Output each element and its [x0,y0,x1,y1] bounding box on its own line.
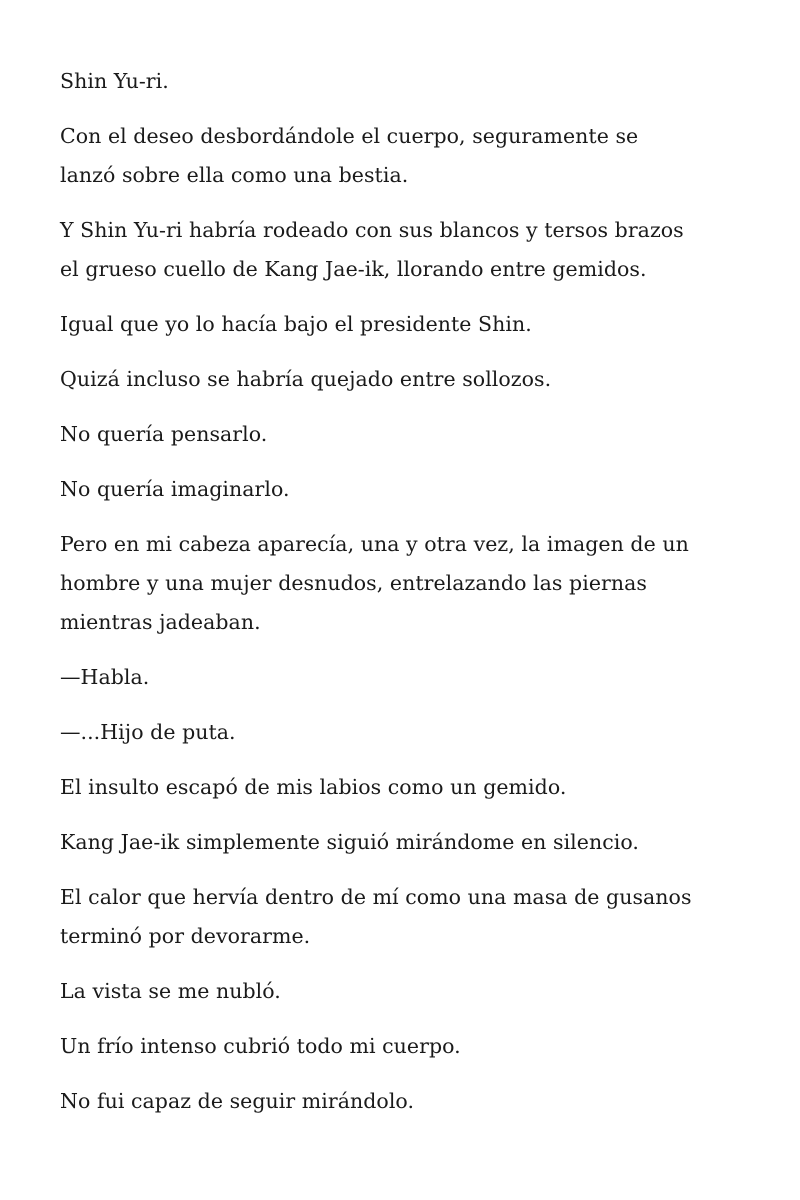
paragraph: Kang Jae-ik simplemente siguió mirándome en silencio. [60,830,639,854]
paragraph: Pero en mi cabeza aparecía, una y otra vez, la imagen de un hombre y una mujer desnudos, entrelazando las piernas mientras jadeaban. [60,532,689,634]
dialogue-line: —Habla. [60,665,150,689]
paragraph: No fui capaz de seguir mirándolo. [60,1089,415,1113]
paragraph: Un frío intenso cubrió todo mi cuerpo. [60,1034,461,1058]
paragraph: Y Shin Yu-ri habría rodeado con sus blancos y tersos brazos el grueso cuello de Kang Jae-ik, llorando entre gemidos. [60,218,684,281]
paragraph: Con el deseo desbordándole el cuerpo, seguramente se lanzó sobre ella como una bestia. [60,124,639,187]
paragraph: La vista se me nubló. [60,979,281,1003]
paragraph: Igual que yo lo hacía bajo el presidente Shin. [60,312,532,336]
document-body [60,62,750,1137]
paragraph: El insulto escapó de mis labios como un gemido. [60,775,567,799]
paragraph: No quería imaginarlo. [60,477,290,501]
paragraph: Quizá incluso se habría quejado entre sollozos. [60,367,552,391]
paragraph: El calor que hervía dentro de mí como una masa de gusanos terminó por devorarme. [60,885,692,948]
paragraph: Shin Yu-ri. [60,69,169,93]
dialogue-line: —...Hijo de puta. [60,720,236,744]
paragraph: No quería pensarlo. [60,422,268,446]
